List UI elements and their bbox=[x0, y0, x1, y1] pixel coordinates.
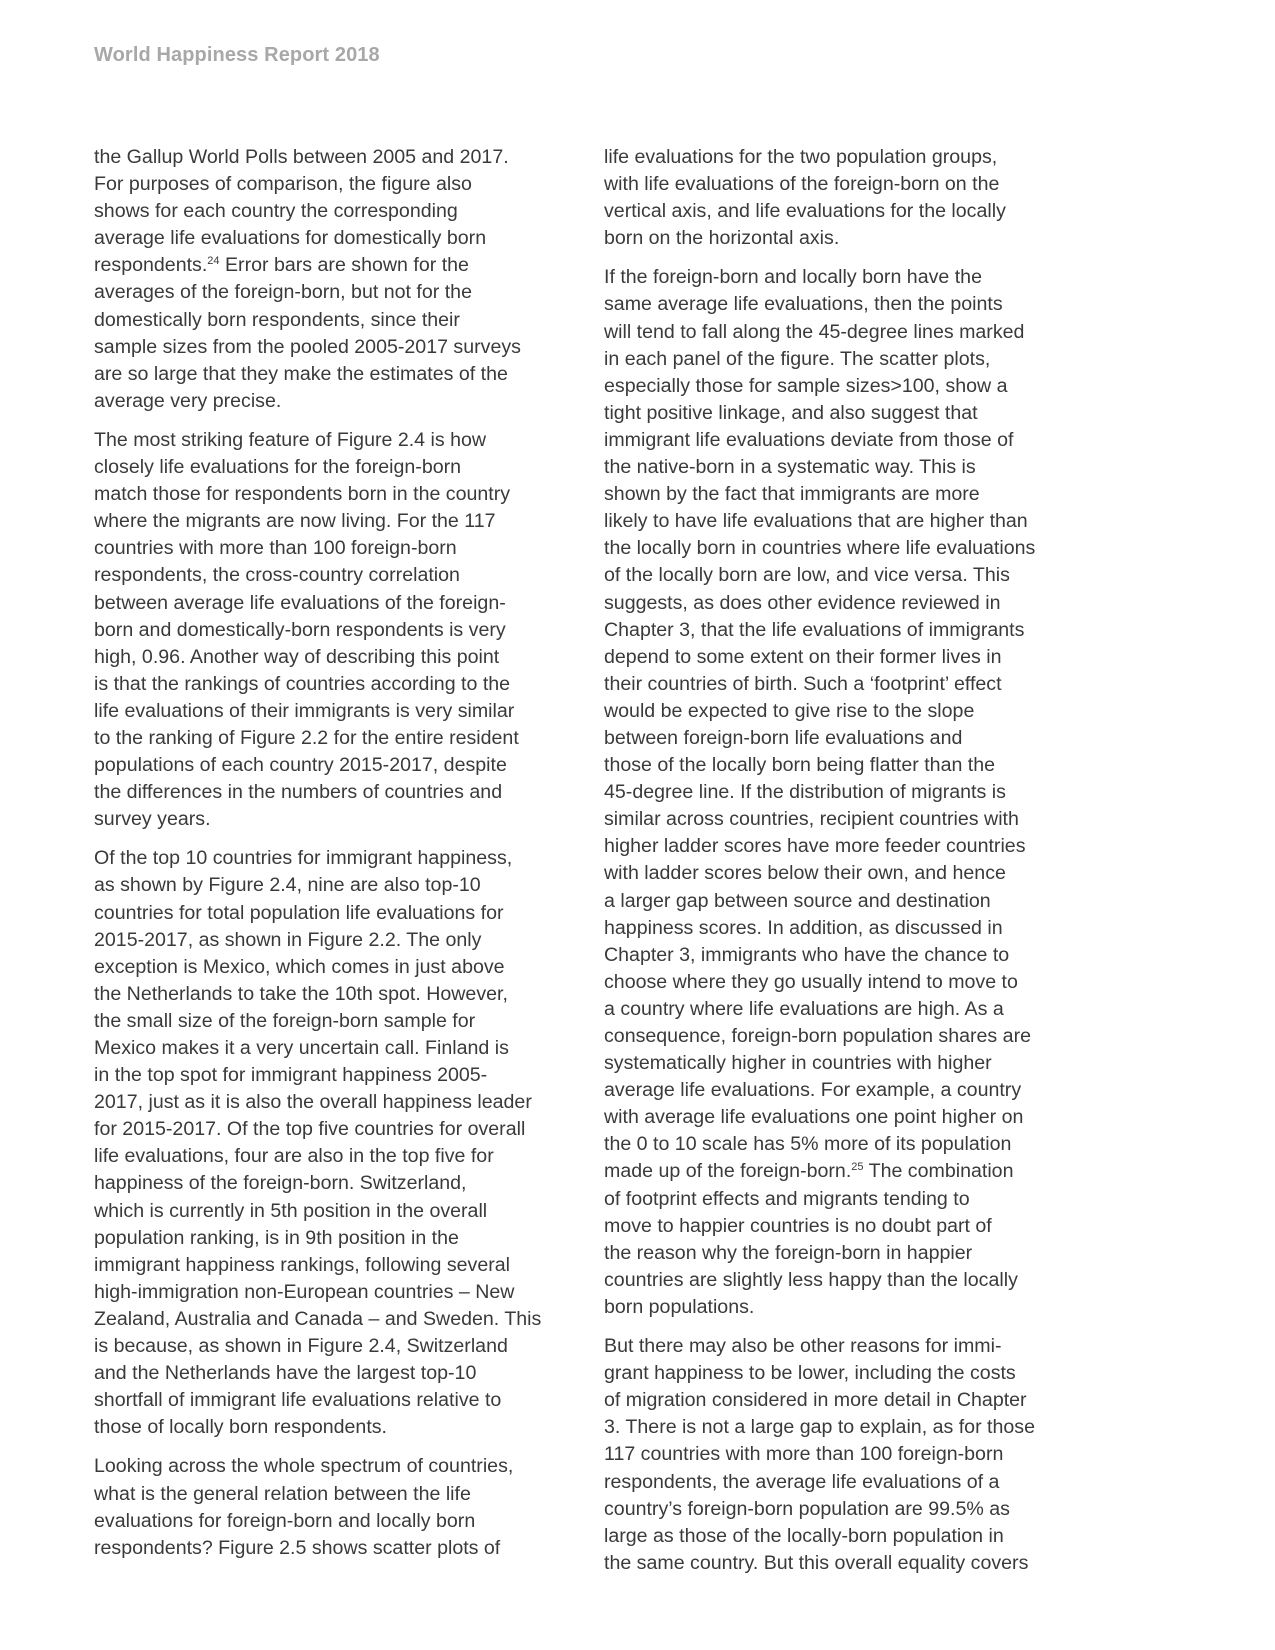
text-line: and the Netherlands have the largest top-10 bbox=[94, 1362, 477, 1385]
text-line: Of the top 10 countries for immigrant happiness, bbox=[94, 847, 513, 870]
text-line: If the foreign-born and locally born have the bbox=[604, 266, 982, 289]
text-line: of migration considered in more detail in Chapter bbox=[604, 1389, 1027, 1412]
text-line: to the ranking of Figure 2.2 for the entire resident bbox=[94, 726, 519, 749]
text-line: high, 0.96. Another way of describing this point bbox=[94, 645, 500, 668]
text-line: immigrant life evaluations deviate from those of bbox=[604, 428, 1014, 451]
text-line: what is the general relation between the life bbox=[94, 1482, 471, 1505]
text-line: a country where life evaluations are high. As a bbox=[604, 997, 1004, 1020]
text-line: country’s foreign-born population are 99.5% as bbox=[604, 1497, 1010, 1520]
text-line: suggests, as does other evidence reviewed in bbox=[604, 591, 1001, 614]
text-line: 117 countries with more than 100 foreign-born bbox=[604, 1443, 1004, 1466]
text-line: Chapter 3, immigrants who have the chance to bbox=[604, 943, 1010, 966]
text-line: domestically born respondents, since their bbox=[94, 308, 460, 331]
text-line: happiness scores. In addition, as discussed in bbox=[604, 916, 1003, 939]
text-line: similar across countries, recipient countries with bbox=[604, 808, 1019, 831]
text-line: higher ladder scores have more feeder countries bbox=[604, 835, 1026, 858]
text-line: the Gallup World Polls between 2005 and 2017. bbox=[94, 146, 509, 168]
text-line: between foreign-born life evaluations and bbox=[604, 726, 963, 749]
footnote-25: 25 bbox=[851, 1161, 864, 1174]
text-line: the reason why the foreign-born in happier bbox=[604, 1241, 973, 1264]
text-line: tight positive linkage, and also suggest that bbox=[604, 401, 978, 424]
paragraph-5 bbox=[604, 144, 1104, 252]
text-line: immigrant happiness rankings, following several bbox=[94, 1253, 511, 1276]
text-line: life evaluations, four are also in the top five for bbox=[94, 1145, 494, 1168]
text-line: will tend to fall along the 45-degree lines marked bbox=[604, 320, 1025, 343]
text-line: would be expected to give rise to the slope bbox=[604, 699, 975, 722]
text-line: Looking across the whole spectrum of countries, bbox=[94, 1455, 514, 1478]
text-line: For purposes of comparison, the figure also bbox=[94, 173, 472, 196]
text-line: large as those of the locally-born population in bbox=[604, 1524, 1004, 1547]
text-line: populations of each country 2015-2017, despite bbox=[94, 754, 507, 777]
text-line: grant happiness to be lower, including the costs bbox=[604, 1362, 1016, 1385]
text-line: countries for total population life evaluations for bbox=[94, 901, 504, 924]
text-line: with life evaluations of the foreign-born on the bbox=[604, 173, 1000, 196]
text-line: likely to have life evaluations that are higher than bbox=[604, 510, 1028, 533]
text-line: of the locally born are low, and vice versa. This bbox=[604, 564, 1010, 587]
footnote-24: 24 bbox=[207, 255, 220, 268]
text-line: happiness of the foreign-born. Switzerland, bbox=[94, 1172, 467, 1195]
text-line: consequence, foreign-born population shares are bbox=[604, 1025, 1031, 1047]
paragraph-6-lines-a bbox=[604, 264, 1104, 1158]
text-line: depend to some extent on their former lives in bbox=[604, 645, 1002, 668]
paragraph-6 bbox=[604, 264, 1104, 1321]
text-line: Chapter 3, that the life evaluations of immigrants bbox=[604, 618, 1025, 641]
text-line: same average life evaluations, then the points bbox=[604, 293, 1003, 316]
text-line: 2015-2017, as shown in Figure 2.2. The only bbox=[94, 928, 482, 951]
running-header: World Happiness Report 2018 bbox=[94, 44, 380, 66]
text-line: born and domestically-born respondents is very bbox=[94, 618, 506, 641]
text-line: the native-born in a systematic way. This is bbox=[604, 456, 976, 479]
text-line: move to happier countries is no doubt part of bbox=[604, 1214, 992, 1237]
text-line: average life evaluations. For example, a country bbox=[604, 1079, 1022, 1102]
text-line: the same country. But this overall equality covers bbox=[604, 1551, 1029, 1574]
text-line: survey years. bbox=[94, 808, 211, 831]
text-line: systematically higher in countries with higher bbox=[604, 1052, 992, 1075]
text-line: But there may also be other reasons for immi- bbox=[604, 1335, 1002, 1358]
text-line: in each panel of the figure. The scatter plots, bbox=[604, 347, 991, 370]
text-line: of footprint effects and migrants tending to bbox=[604, 1187, 970, 1210]
text-fragment: Error bars are shown for the bbox=[219, 254, 469, 277]
text-line: closely life evaluations for the foreign-born bbox=[94, 456, 462, 479]
text-line: as shown by Figure 2.4, nine are also top-10 bbox=[94, 874, 481, 897]
text-line: with average life evaluations one point higher on bbox=[604, 1106, 1024, 1129]
text-line: born populations. bbox=[604, 1295, 755, 1318]
text-line: vertical axis, and life evaluations for the locally bbox=[604, 200, 1006, 223]
text-line: are so large that they make the estimates of the bbox=[94, 362, 508, 385]
text-line: sample sizes from the pooled 2005-2017 surveys bbox=[94, 335, 521, 358]
text-line: high-immigration non-European countries – New bbox=[94, 1280, 515, 1303]
text-line bbox=[94, 252, 594, 279]
paragraph-7 bbox=[604, 1333, 1104, 1577]
text-line: between average life evaluations of the foreign- bbox=[94, 591, 506, 614]
text-line: shown by the fact that immigrants are more bbox=[604, 483, 980, 506]
text-line: respondents, the average life evaluations of a bbox=[604, 1470, 1000, 1493]
text-line: the 0 to 10 scale has 5% more of its population bbox=[604, 1133, 1012, 1156]
text-line: average very precise. bbox=[94, 389, 282, 412]
text-line: the Netherlands to take the 10th spot. However, bbox=[94, 982, 508, 1005]
text-line: those of locally born respondents. bbox=[94, 1416, 387, 1439]
text-line: shortfall of immigrant life evaluations relative to bbox=[94, 1389, 502, 1412]
text-line: respondents? Figure 2.5 shows scatter plots of bbox=[94, 1536, 501, 1559]
text-line: life evaluations for the two population groups, bbox=[604, 146, 998, 168]
paragraph-2 bbox=[94, 427, 594, 833]
text-line: choose where they go usually intend to move to bbox=[604, 970, 1018, 993]
text-line: especially those for sample sizes>100, show a bbox=[604, 374, 1008, 397]
text-line: countries are slightly less happy than the locally bbox=[604, 1268, 1018, 1291]
text-line: average life evaluations for domestically born bbox=[94, 227, 487, 250]
text-line: Zealand, Australia and Canada – and Sweden. This bbox=[94, 1307, 542, 1330]
text-line: 3. There is not a large gap to explain, as for those bbox=[604, 1416, 1035, 1439]
text-line: shows for each country the corresponding bbox=[94, 200, 458, 223]
text-line: 2017, just as it is also the overall happiness leader bbox=[94, 1091, 532, 1114]
text-line: The most striking feature of Figure 2.4 is how bbox=[94, 428, 487, 451]
text-fragment: respondents. bbox=[94, 254, 208, 277]
text-line: which is currently in 5th position in the overall bbox=[94, 1199, 488, 1222]
text-line: where the migrants are now living. For the 117 bbox=[94, 510, 496, 533]
right-column bbox=[604, 144, 1104, 1589]
text-line bbox=[604, 1158, 1104, 1185]
text-line: with ladder scores below their own, and hence bbox=[604, 862, 1006, 885]
paragraph-6-lines-b bbox=[604, 1186, 1104, 1321]
text-line: population ranking, is in 9th position in the bbox=[94, 1226, 459, 1249]
left-column bbox=[94, 144, 594, 1574]
text-line: a larger gap between source and destination bbox=[604, 889, 991, 912]
text-line: life evaluations of their immigrants is very similar bbox=[94, 699, 515, 722]
text-line: exception is Mexico, which comes in just above bbox=[94, 955, 505, 978]
text-line: the differences in the numbers of countries and bbox=[94, 781, 503, 804]
text-line: those of the locally born being flatter than the bbox=[604, 754, 996, 777]
text-line: their countries of birth. Such a ‘footprint’ effect bbox=[604, 672, 1002, 695]
text-line: the small size of the foreign-born sample for bbox=[94, 1009, 476, 1032]
text-line: averages of the foreign-born, but not for the bbox=[94, 281, 472, 304]
text-line: countries with more than 100 foreign-born bbox=[94, 537, 457, 560]
text-line: evaluations for foreign-born and locally born bbox=[94, 1509, 476, 1532]
text-line: Mexico makes it a very uncertain call. Finland is bbox=[94, 1037, 509, 1059]
paragraph-4 bbox=[94, 1453, 594, 1561]
text-line: in the top spot for immigrant happiness 2005- bbox=[94, 1064, 488, 1087]
text-line: the locally born in countries where life evaluations bbox=[604, 537, 1036, 560]
text-fragment: made up of the foreign-born. bbox=[604, 1160, 852, 1183]
text-line: respondents, the cross-country correlation bbox=[94, 564, 460, 587]
paragraph-3 bbox=[94, 845, 594, 1441]
text-line: is because, as shown in Figure 2.4, Switzerland bbox=[94, 1335, 508, 1358]
paragraph-1 bbox=[94, 144, 594, 415]
text-line: is that the rankings of countries according to the bbox=[94, 672, 511, 695]
text-fragment: The combination bbox=[863, 1160, 1014, 1183]
text-line: for 2015-2017. Of the top five countries for overall bbox=[94, 1118, 526, 1141]
text-line: 45-degree line. If the distribution of migrants is bbox=[604, 781, 1006, 804]
text-line: born on the horizontal axis. bbox=[604, 227, 840, 250]
text-line: match those for respondents born in the country bbox=[94, 483, 511, 506]
